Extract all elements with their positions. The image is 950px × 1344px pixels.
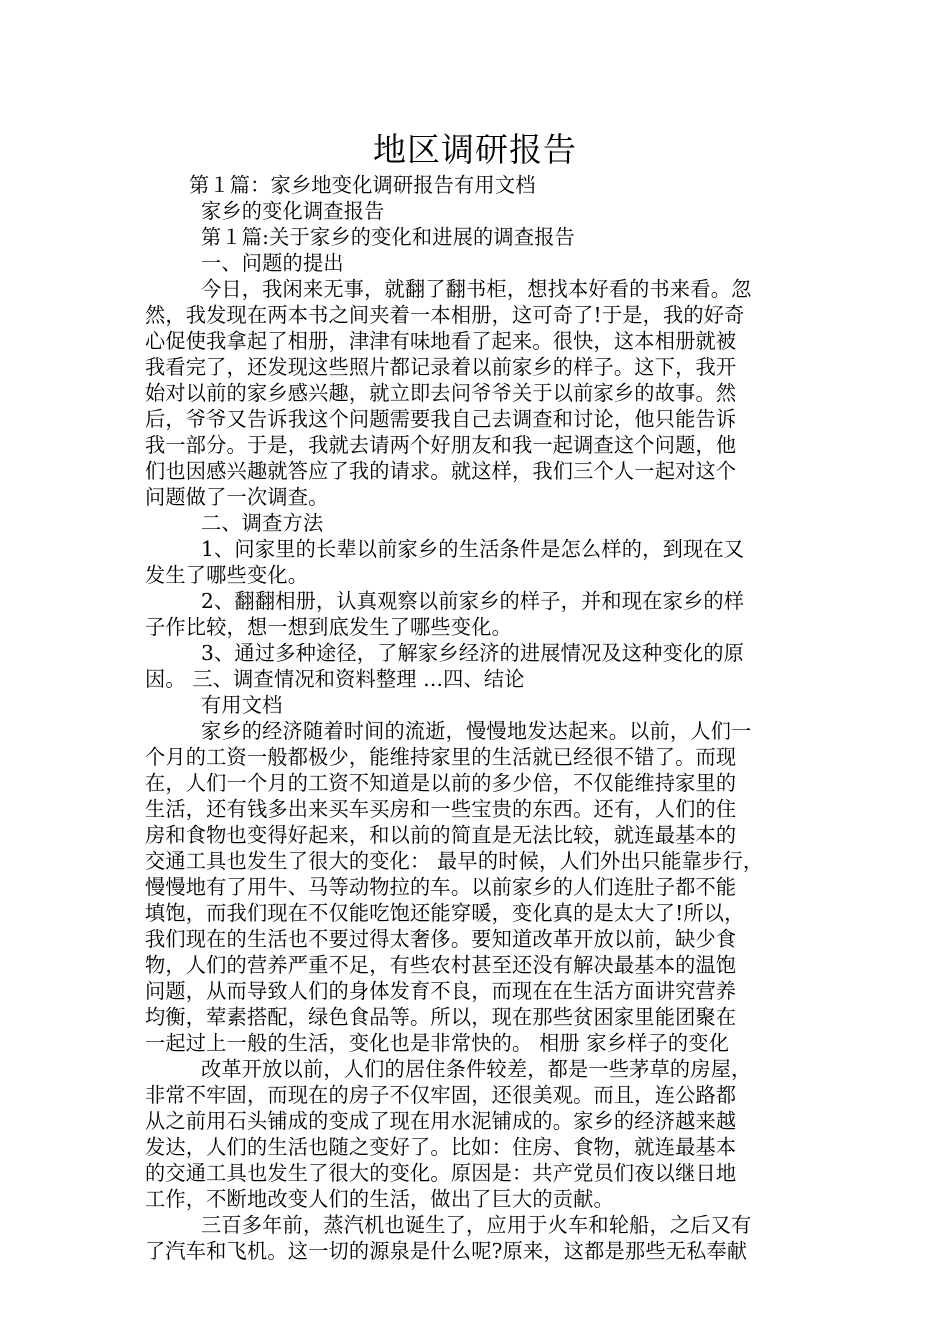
- text-line: 物，人们的营养严重不足，有些农村甚至还没有解决最基本的温饱: [145, 953, 737, 977]
- text-line: 交通工具也发生了很大的变化： 最早的时候，人们外出只能靠步行，: [145, 849, 764, 873]
- text-line: 三百多年前，蒸汽机也诞生了，应用于火车和轮船，之后又有: [201, 1213, 752, 1237]
- document-body: [145, 172, 813, 1264]
- text-line: 我一部分。于是，我就去请两个好朋友和我一起调查这个问题，他: [145, 433, 737, 457]
- text-line: 家乡的经济随着时间的流逝，慢慢地发达起来。以前，人们一: [201, 719, 752, 743]
- text-line: 子作比较，想一想到底发生了哪些变化。: [145, 615, 512, 639]
- document-title: 地区调研报告: [373, 130, 577, 169]
- text-line: 因。 三、调查情况和资料整理 ...四、结论: [145, 667, 525, 691]
- text-line: 我看完了，还发现这些照片都记录着以前家乡的样子。这下，我开: [145, 355, 737, 379]
- text-line: 一、问题的提出: [201, 251, 344, 275]
- text-line: 二、调查方法: [201, 511, 324, 535]
- text-line: 的交通工具也发生了很大的变化。原因是：共产党员们夜以继日地: [145, 1161, 737, 1185]
- text-line: 始对以前的家乡感兴趣，就立即去问爷爷关于以前家乡的故事。然: [145, 381, 737, 405]
- text-line: 1、问家里的长辈以前家乡的生活条件是怎么样的，到现在又: [201, 537, 745, 561]
- text-line: 均衡，荤素搭配，绿色食品等。所以，现在那些贫困家里能团聚在: [145, 1005, 737, 1029]
- text-line: 心促使我拿起了相册，津津有味地看了起来。很快，这本相册就被: [145, 329, 737, 353]
- text-line: 从之前用石头铺成的变成了现在用水泥铺成的。家乡的经济越来越: [145, 1109, 737, 1133]
- text-line: 发达，人们的生活也随之变好了。比如：住房、食物，就连最基本: [145, 1135, 737, 1159]
- text-line: 个月的工资一般都极少，能维持家里的生活就已经很不错了。而现: [145, 745, 737, 769]
- text-line: 一起过上一般的生活，变化也是非常快的。 相册 家乡样子的变化: [145, 1031, 730, 1055]
- text-line: 第１篇:关于家乡的变化和进展的调查报告: [201, 225, 575, 249]
- text-line: 房和食物也变得好起来，和以前的简直是无法比较，就连最基本的: [145, 823, 737, 847]
- text-line: 在，人们一个月的工资不知道是以前的多少倍，不仅能维持家里的: [145, 771, 737, 795]
- text-line: 然，我发现在两本书之间夹着一本相册，这可奇了!于是，我的好奇: [145, 303, 745, 327]
- text-line: 改革开放以前，人们的居住条件较差，都是一些茅草的房屋，: [201, 1057, 752, 1081]
- text-line: 我们现在的生活也不要过得太奢侈。要知道改革开放以前，缺少食: [145, 927, 737, 951]
- text-line: 问题，从而导致人们的身体发育不良，而现在在生活方面讲究营养: [145, 979, 737, 1003]
- text-line: 今日，我闲来无事，就翻了翻书柜，想找本好看的书来看。忽: [201, 277, 752, 301]
- text-line: 第１篇：家乡地变化调研报告有用文档: [189, 173, 536, 197]
- text-line: 3、通过多种途径，了解家乡经济的进展情况及这种变化的原: [201, 641, 745, 665]
- text-line: 发生了哪些变化。: [145, 563, 309, 587]
- text-line: 慢慢地有了用牛、马等动物拉的车。以前家乡的人们连肚子都不能: [145, 875, 737, 899]
- text-line: 生活，还有钱多出来买车买房和一些宝贵的东西。还有，人们的住: [145, 797, 737, 821]
- text-line: 有用文档: [201, 693, 283, 717]
- text-line: 非常不牢固，而现在的房子不仅牢固，还很美观。而且，连公路都: [145, 1083, 737, 1107]
- text-line: 后，爷爷又告诉我这个问题需要我自己去调查和讨论，他只能告诉: [145, 407, 737, 431]
- text-line: 们也因感兴趣就答应了我的请求。就这样，我们三个人一起对这个: [145, 459, 737, 483]
- text-line: 问题做了一次调查。: [145, 485, 329, 509]
- text-line: 家乡的变化调查报告: [201, 199, 385, 223]
- text-line: 了汽车和飞机。这一切的源泉是什么呢?原来，这都是那些无私奉献: [145, 1239, 748, 1263]
- text-line: 2、翻翻相册，认真观察以前家乡的样子，并和现在家乡的样: [201, 589, 745, 613]
- text-line: 填饱，而我们现在不仅能吃饱还能穿暖，变化真的是太大了!所以，: [145, 901, 745, 925]
- text-line: 工作，不断地改变人们的生活，做出了巨大的贡献。: [145, 1187, 614, 1211]
